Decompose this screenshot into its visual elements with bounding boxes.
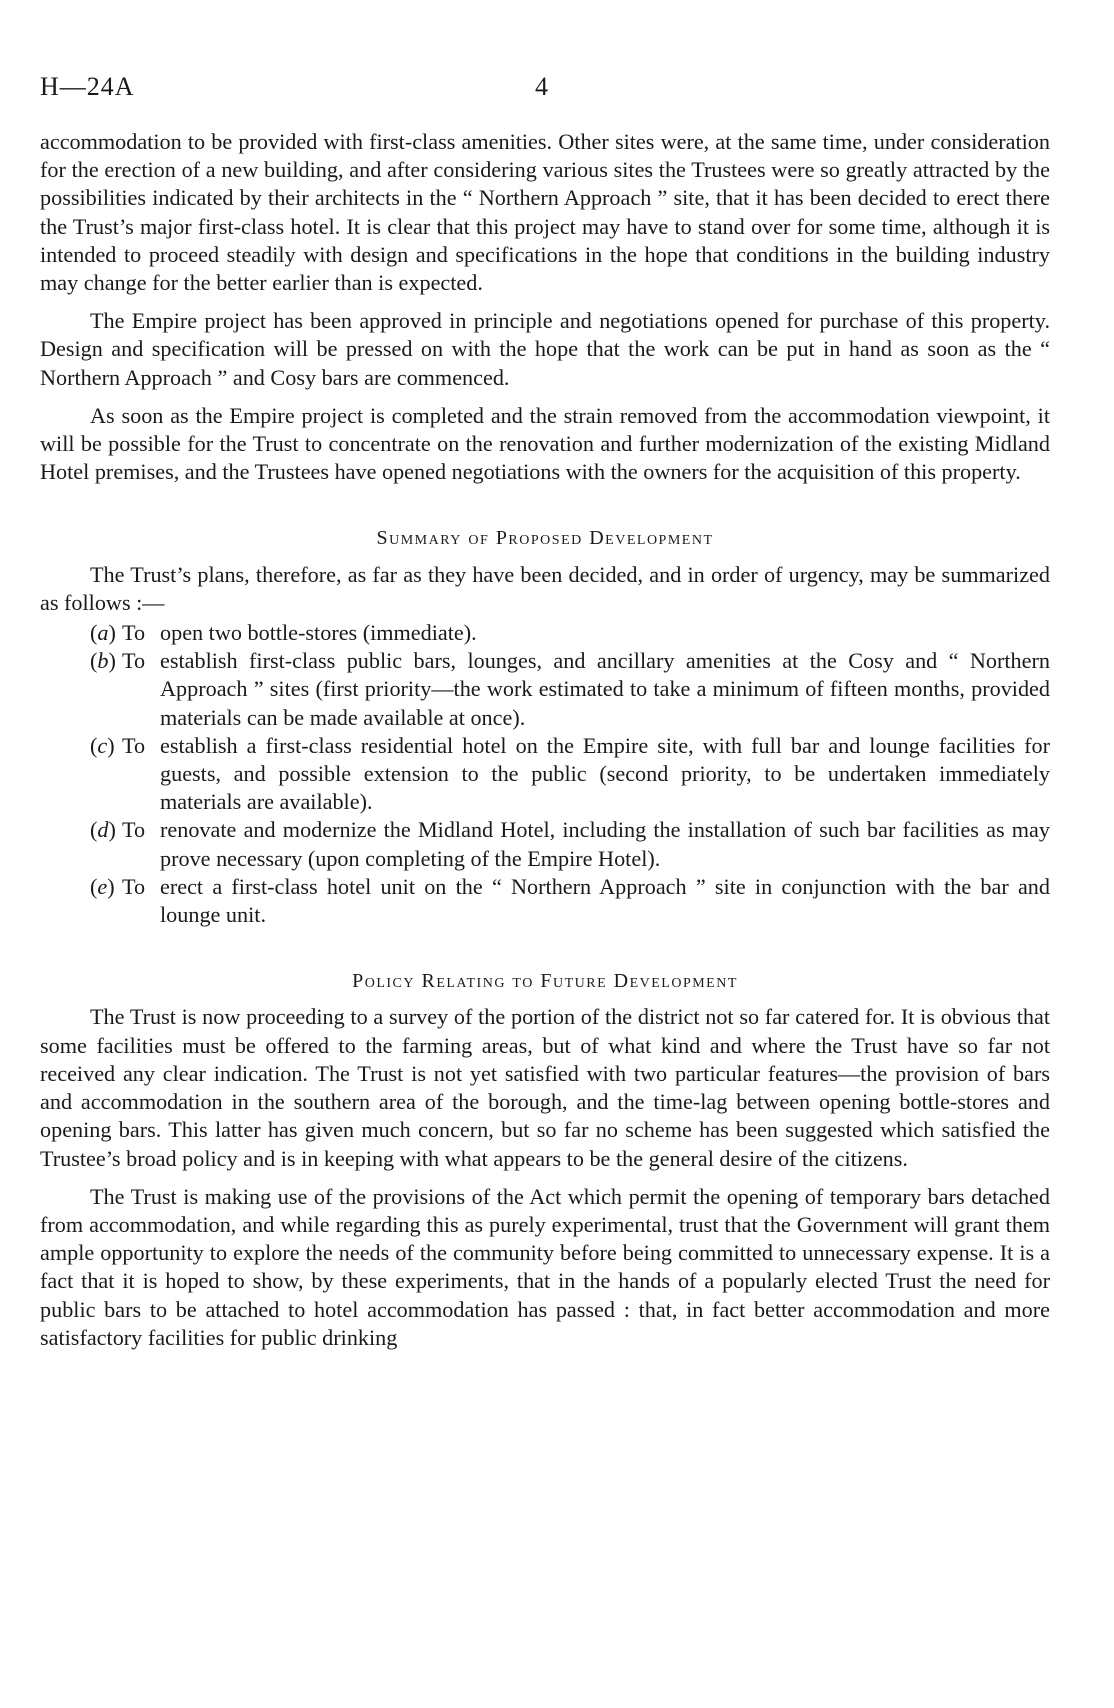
paragraph: The Trust is now proceeding to a survey of the portion of the district not so far catered for. It is obvious that some facilities must be offered to the farming areas, but of what kind and where the Trust have so far not received any clear indication. The Trust is not yet satisfied with two particular features—the provision of bars and accommodation in the southern area of the borough, and the time-lag between opening bottle-stores and opening bars. This latter has given much concern, but so far no scheme has been suggested which satisfied the Trustee’s broad policy and is in keeping with what appears to be the general desire of the citizens. xyxy=(40,1004,1050,1171)
section-heading-summary: Summary of Proposed Development xyxy=(376,527,714,550)
list-item-text: erect a first-class hotel unit on the “ Northern Approach ” site in conjunction with the bar and lounge unit. xyxy=(160,873,1050,928)
paragraph: The Empire project has been approved in principle and negotiations opened for purchase of this property. Design and specification will be pressed on with the hope that the work can be put in hand as soon as the “ Northern Approach ” and Cosy bars are commenced. xyxy=(40,308,1050,390)
list-item xyxy=(40,647,1050,732)
summary-intro: The Trust’s plans, therefore, as far as they have been decided, and in order of urgency, may be summarized as follows :— xyxy=(40,561,1050,615)
list-item-marker: (a) xyxy=(90,620,116,646)
section-heading-policy: Policy Relating to Future Development xyxy=(352,970,738,993)
list-item-text: establish first-class public bars, lounges, and ancillary amenities at the Cosy and “ Northern Approach ” sites (first priority—the work estimated to take a minimum of fifteen months, provided materials can be made available at once). xyxy=(160,648,1050,730)
paragraph: The Trust is making use of the provisions of the Act which permit the opening of temporary bars detached from accommodation, and while regarding this as purely experimental, trust that the Government will grant them ample opportunity to explore the needs of the community before being committed to unnecessary expense. It is a fact that it is hoped to show, by these experiments, that in the hands of a popularly elected Trust the need for public bars to be attached to hotel accommodation has passed : that, in fact better accommodation and more satisfactory facilities for public drinking xyxy=(40,1183,1050,1350)
list-item-marker: (e) xyxy=(90,873,115,899)
list-item-to: To xyxy=(122,620,146,646)
document-reference: H—24A xyxy=(40,72,135,101)
list-item-to: To xyxy=(122,817,146,843)
page-body xyxy=(40,128,1050,1352)
paragraph: As soon as the Empire project is completed and the strain removed from the accommodation viewpoint, it will be possible for the Trust to concentrate on the renovation and further modernization of the existing Midland Hotel premises, and the Trustees have opened negotiations with the owners for the acquisition of this property. xyxy=(40,402,1050,485)
page-header xyxy=(40,72,1050,108)
paragraph: accommodation to be provided with first-class amenities. Other sites were, at the same time, under consideration for the erection of a new building, and after considering various sites the Trustees were so greatly attracted by the possibilities indicated by their architects in the “ Northern Approach ” site, that it has been decided to erect there the Trust’s major first-class hotel. It is clear that this project may have to stand over for some time, although it is intended to proceed steadily with design and specifications in the hope that conditions in the building industry may change for the better earlier than is expected. xyxy=(40,129,1050,296)
list-item-to: To xyxy=(122,648,146,674)
list-item-marker: (c) xyxy=(90,732,115,758)
list-item xyxy=(40,619,1050,647)
list-item-text: open two bottle-stores (immediate). xyxy=(160,620,477,646)
list-item-marker: (d) xyxy=(90,817,116,843)
list-item-to: To xyxy=(122,732,146,758)
list-item xyxy=(40,732,1050,817)
development-list xyxy=(40,619,1050,929)
list-item xyxy=(40,873,1050,929)
list-item-text: establish a first-class residential hotel on the Empire site, with full bar and lounge facilities for guests, and possible extension to the public (second priority, to be undertaken immediately materials are available). xyxy=(160,732,1050,815)
list-item-text: renovate and modernize the Midland Hotel, including the installation of such bar facilities as may prove necessary (upon completing of the Empire Hotel). xyxy=(160,817,1050,871)
list-item-to: To xyxy=(122,873,146,899)
page-number: 4 xyxy=(535,72,548,101)
list-item xyxy=(40,816,1050,872)
list-item-marker: (b) xyxy=(90,648,116,674)
